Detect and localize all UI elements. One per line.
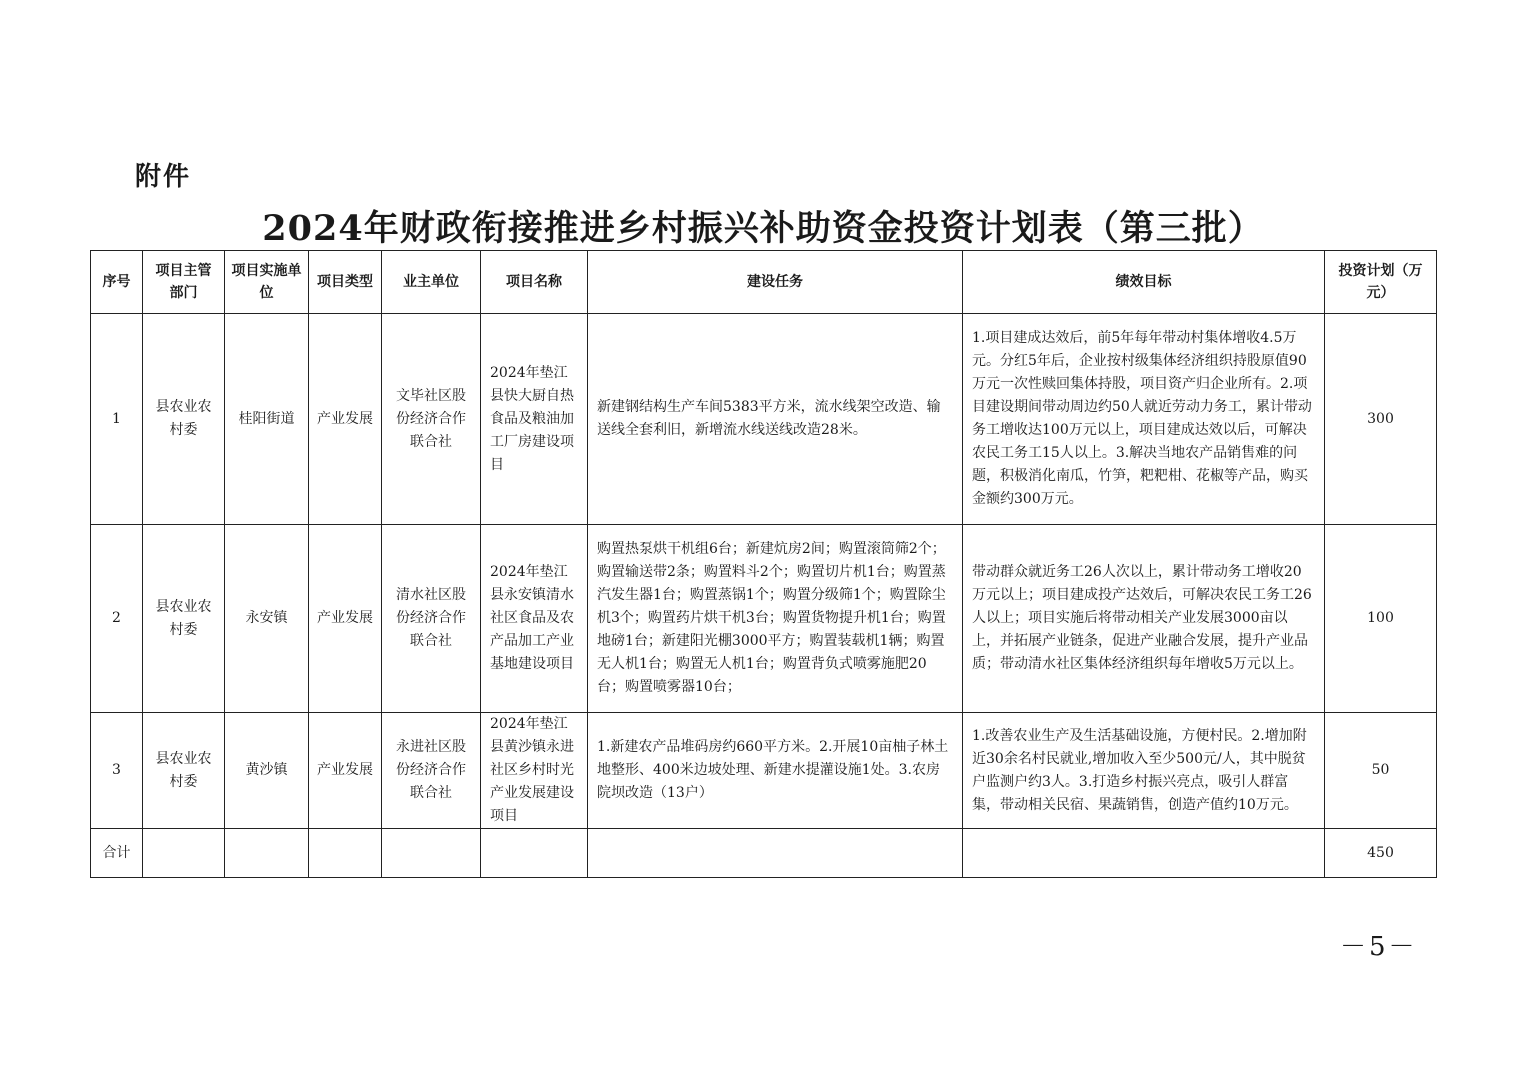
total-label: 合计 [91, 829, 143, 878]
table-row [91, 314, 1437, 525]
document-title: 2024年财政衔接推进乡村振兴补助资金投资计划表（第三批） [262, 208, 1264, 249]
cell-impl: 永安镇 [225, 525, 309, 713]
table-row [91, 525, 1437, 713]
header-impl: 项目实施单位 [225, 251, 309, 314]
cell-type: 产业发展 [309, 314, 382, 525]
header-no: 序号 [91, 251, 143, 314]
empty-cell [225, 829, 309, 878]
investment-plan-table [90, 250, 1437, 878]
table-row [91, 713, 1437, 829]
cell-owner: 文毕社区股份经济合作联合社 [382, 314, 481, 525]
cell-type: 产业发展 [309, 713, 382, 829]
cell-project-name: 2024年垫江县永安镇清水社区食品及农产品加工产业基地建设项目 [481, 525, 588, 713]
cell-goal: 1.项目建成达效后，前5年每年带动村集体增收4.5万元。分红5年后，企业按村级集体经济组织持股原值90万元一次性赎回集体持股，项目资产归企业所有。2.项目建设期间带动周边约50人就近劳动力务工，累计带动务工增收达100万元以上，项目建成达效以后，可解决农民工务工15人以上。3.解决当地农产品销售难的问题，积极消化南瓜，竹笋，粑粑柑、花椒等产品，购买金额约300万元。 [963, 314, 1325, 525]
header-goal: 绩效目标 [963, 251, 1325, 314]
header-task: 建设任务 [588, 251, 963, 314]
cell-task: 1.新建农产品堆码房约660平方米。2.开展10亩柚子林土地整形、400米边坡处理、新建水提灌设施1处。3.农房院坝改造（13户） [588, 713, 963, 829]
cell-no: 2 [91, 525, 143, 713]
cell-dept: 县农业农村委 [143, 525, 225, 713]
attachment-label: 附件 [135, 162, 192, 192]
cell-goal: 带动群众就近务工26人次以上，累计带动务工增收20万元以上；项目建成投产达效后，可解决农民工务工26人以上；项目实施后将带动相关产业发展3000亩以上，并拓展产业链条，促进产业融合发展，提升产业品质；带动清水社区集体经济组织每年增收5万元以上。 [963, 525, 1325, 713]
header-dept: 项目主管部门 [143, 251, 225, 314]
header-type: 项目类型 [309, 251, 382, 314]
total-amount: 450 [1325, 829, 1437, 878]
header-owner: 业主单位 [382, 251, 481, 314]
empty-cell [309, 829, 382, 878]
cell-impl: 黄沙镇 [225, 713, 309, 829]
cell-no: 3 [91, 713, 143, 829]
cell-type: 产业发展 [309, 525, 382, 713]
header-amount: 投资计划（万元） [1325, 251, 1437, 314]
cell-no: 1 [91, 314, 143, 525]
cell-amount: 100 [1325, 525, 1437, 713]
cell-owner: 清水社区股份经济合作联合社 [382, 525, 481, 713]
cell-project-name: 2024年垫江县快大厨自热食品及粮油加工厂房建设项目 [481, 314, 588, 525]
empty-cell [588, 829, 963, 878]
empty-cell [963, 829, 1325, 878]
cell-task: 新建钢结构生产车间5383平方米，流水线架空改造、输送线全套利旧，新增流水线送线改造28米。 [588, 314, 963, 525]
cell-impl: 桂阳街道 [225, 314, 309, 525]
cell-amount: 50 [1325, 713, 1437, 829]
total-row [91, 829, 1437, 878]
header-project-name: 项目名称 [481, 251, 588, 314]
cell-goal: 1.改善农业生产及生活基础设施，方便村民。2.增加附近30余名村民就业,增加收入至少500元/人，其中脱贫户监测户约3人。3.打造乡村振兴亮点，吸引人群富集，带动相关民宿、果蔬销售，创造产值约10万元。 [963, 713, 1325, 829]
cell-dept: 县农业农村委 [143, 314, 225, 525]
cell-task: 购置热泵烘干机组6台；新建炕房2间；购置滚筒筛2个；购置输送带2条；购置料斗2个；购置切片机1台；购置蒸汽发生器1台；购置蒸锅1个；购置分级筛1个；购置除尘机3个；购置药片烘干机3台；购置货物提升机1台；购置地磅1台；新建阳光棚3000平方；购置装载机1辆；购置无人机1台；购置无人机1台；购置背负式喷雾施肥20台；购置喷雾器10台； [588, 525, 963, 713]
empty-cell [143, 829, 225, 878]
cell-owner: 永进社区股份经济合作联合社 [382, 713, 481, 829]
cell-dept: 县农业农村委 [143, 713, 225, 829]
empty-cell [382, 829, 481, 878]
page-number: －5－ [1340, 932, 1418, 962]
table-header-row [91, 251, 1437, 314]
cell-amount: 300 [1325, 314, 1437, 525]
cell-project-name: 2024年垫江县黄沙镇永进社区乡村时光产业发展建设项目 [481, 713, 588, 829]
empty-cell [481, 829, 588, 878]
